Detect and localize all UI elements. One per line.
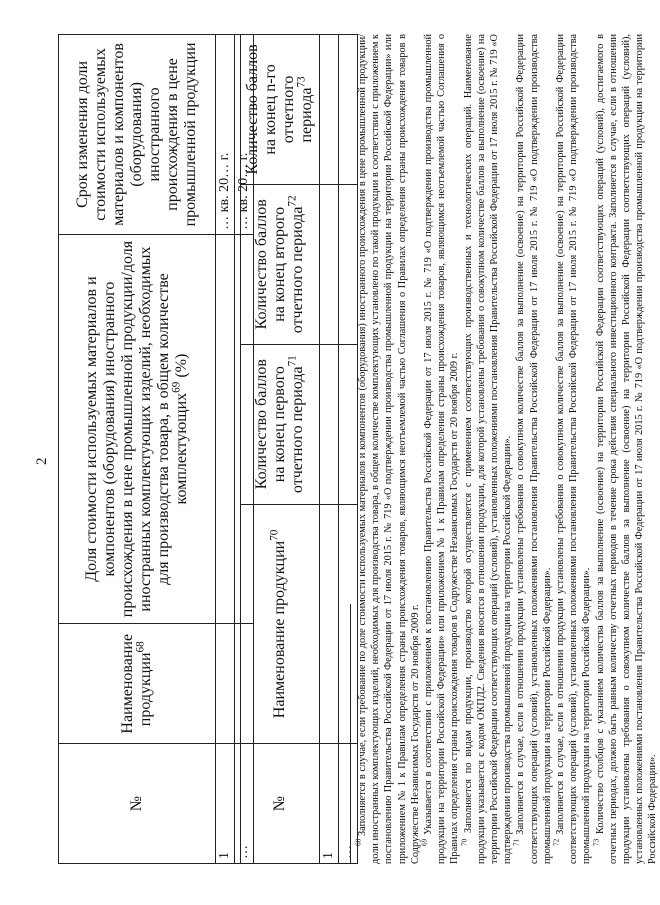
table-cell: … кв. 20… г. [235,35,254,235]
table-cell: … [235,744,254,864]
col-header-no: № [59,744,216,864]
footnote: $^{71}$ Заполняется в случае, если в отношении продукции установлены требования о совокупном количестве баллов за выполнение (освоение) на территории Российской Федерации соответствующих операций (условий), установленных положениями постановления Правительства Российской Федерации от 17 июля 2015 г. № 719 «О подтверждении производства промышленной продукции на территории Российской Федерации». [513,34,553,864]
col-header-points-first-period: Количество баллов на конец первого отчетного периода$^{71}$ [241,344,320,504]
table-cell [320,35,339,185]
table-cell [339,184,358,344]
table-share-of-foreign-components [58,34,254,864]
table-cell [339,344,358,504]
table-cell: 1 [216,744,235,864]
table-cell [339,504,358,744]
table-header-row [59,35,216,864]
footnote: $^{73}$ Количество столбцов с указанием количества баллов за выполнение (освоение) на территории Российской Федерации соответствующих операций (условий), достигаемого в отчетных периодах, должно быть равным количеству отчетных периодов в течение срока действия специального инвестиционного контракта. Заполняется в случае, если в отношении продукции установлены требования о совокупном количестве баллов за выполнение (освоение) на территории Российской Федерации соответствующих операций (условий), установленных положениями постановления Правительства Российской Федерации от 17 июля 2015 г. № 719 «О подтверждении производства промышленной продукции на территории Российской Федерации». [592,33,659,864]
table-cell [339,35,358,185]
page-number: 2 [34,457,50,465]
table-row [216,35,235,864]
table-cell [320,344,339,504]
table-cell [216,624,235,744]
footnotes [356,34,660,864]
footnote: $^{70}$ Заполняется по видам продукции, производство которой осуществляется с применением соответствующих производственных и технологических операций. Наименование продукции указывается с кодом ОКПД2. Сведения вносятся в отношении продукции, для которой установлены требования о совокупном количестве баллов за выполнение (освоение) на территории Российской Федерации соответствующих операций (условий), установленных положениями постановления Правительства Российской Федерации от 17 июля 2015 г. № 719 «О подтверждении производства промышленной продукции на территории Российской Федерации». [460,34,514,864]
footnote: $^{69}$ Указывается в соответствии с приложением к постановлению Правительства Российской Федерации от 17 июля 2015 г. № 719 «О подтверждении производства промышленной продукции на территории Российской Федерации» или приложением № 1 к Правилам определения страны происхождения товаров, являющимся неотъемлемой частью Соглашения о Правилах определения страны происхождения товаров в Содружестве Независимых Государств от 20 ноября 2009 г. [420,34,461,864]
footnote: $^{68}$ Заполняется в случае, если требование по доле стоимости используемых материалов и компонентов (оборудования) иностранного происхождения в цене промышленной продукции/доли иностранных комплектующих изделий, необходимых для производства товара, в общем количестве комплектующих установлено по такой продукции в соответствии с приложением к постановлению Правительства Российской Федерации от 17 июля 2015 г. № 719 «О подтверждении производства промышленной продукции на территории Российской Федерации» или приложением № 1 к Правилам определения страны происхождения товаров, являющимся неотъемлемой частью Соглашения о Правилах определения страны происхождения товаров в Содружестве Независимых Государств от 20 ноября 2009 г. [354,33,421,864]
col-header-product-name: Наименование продукции$^{68}$ [59,624,216,744]
col-header-no: № [241,744,320,864]
footnote-separator [350,604,351,864]
col-header-change-period: Срок изменения доли стоимости используемых материалов и компонентов (оборудования) иностранного происхождения в цене промышленной продукции [59,35,216,235]
table-cell [320,184,339,344]
table-cell: … [339,744,358,864]
table-cell: … кв. 20… г. [216,35,235,235]
table-cell: 1 [320,744,339,864]
col-header-product-name: Наименование продукции$^{70}$ [241,504,320,744]
table-header-row [241,35,320,864]
table-row [320,35,339,864]
col-header-cost-share: Доля стоимости используемых материалов и компонентов (оборудования) иностранного происхождения в цене промышленной продукции/доля иностранных комплектующих изделий, необходимых для производства товара, в общем количестве комплектующих$^{69}$ (%) [59,234,216,623]
col-header-points-second-period: Количество баллов на конец второго отчетного периода$^{72}$ [241,184,320,344]
table-points [240,34,358,864]
table-cell [320,504,339,744]
table-row [339,35,358,864]
table-cell [216,234,235,623]
footnote: $^{72}$ Заполняется в случае, если в отношении продукции установлены требования о совокупном количестве баллов за выполнение (освоение) на территории Российской Федерации соответствующих операций (условий), установленных положениями постановления Правительства Российской Федерации от 17 июля 2015 г. № 719 «О подтверждении производства промышленной продукции на территории Российской Федерации». [552,34,593,864]
col-header-points-nth-period: Количество баллов на конец n-го отчетного периода$^{73}$ [241,35,320,185]
